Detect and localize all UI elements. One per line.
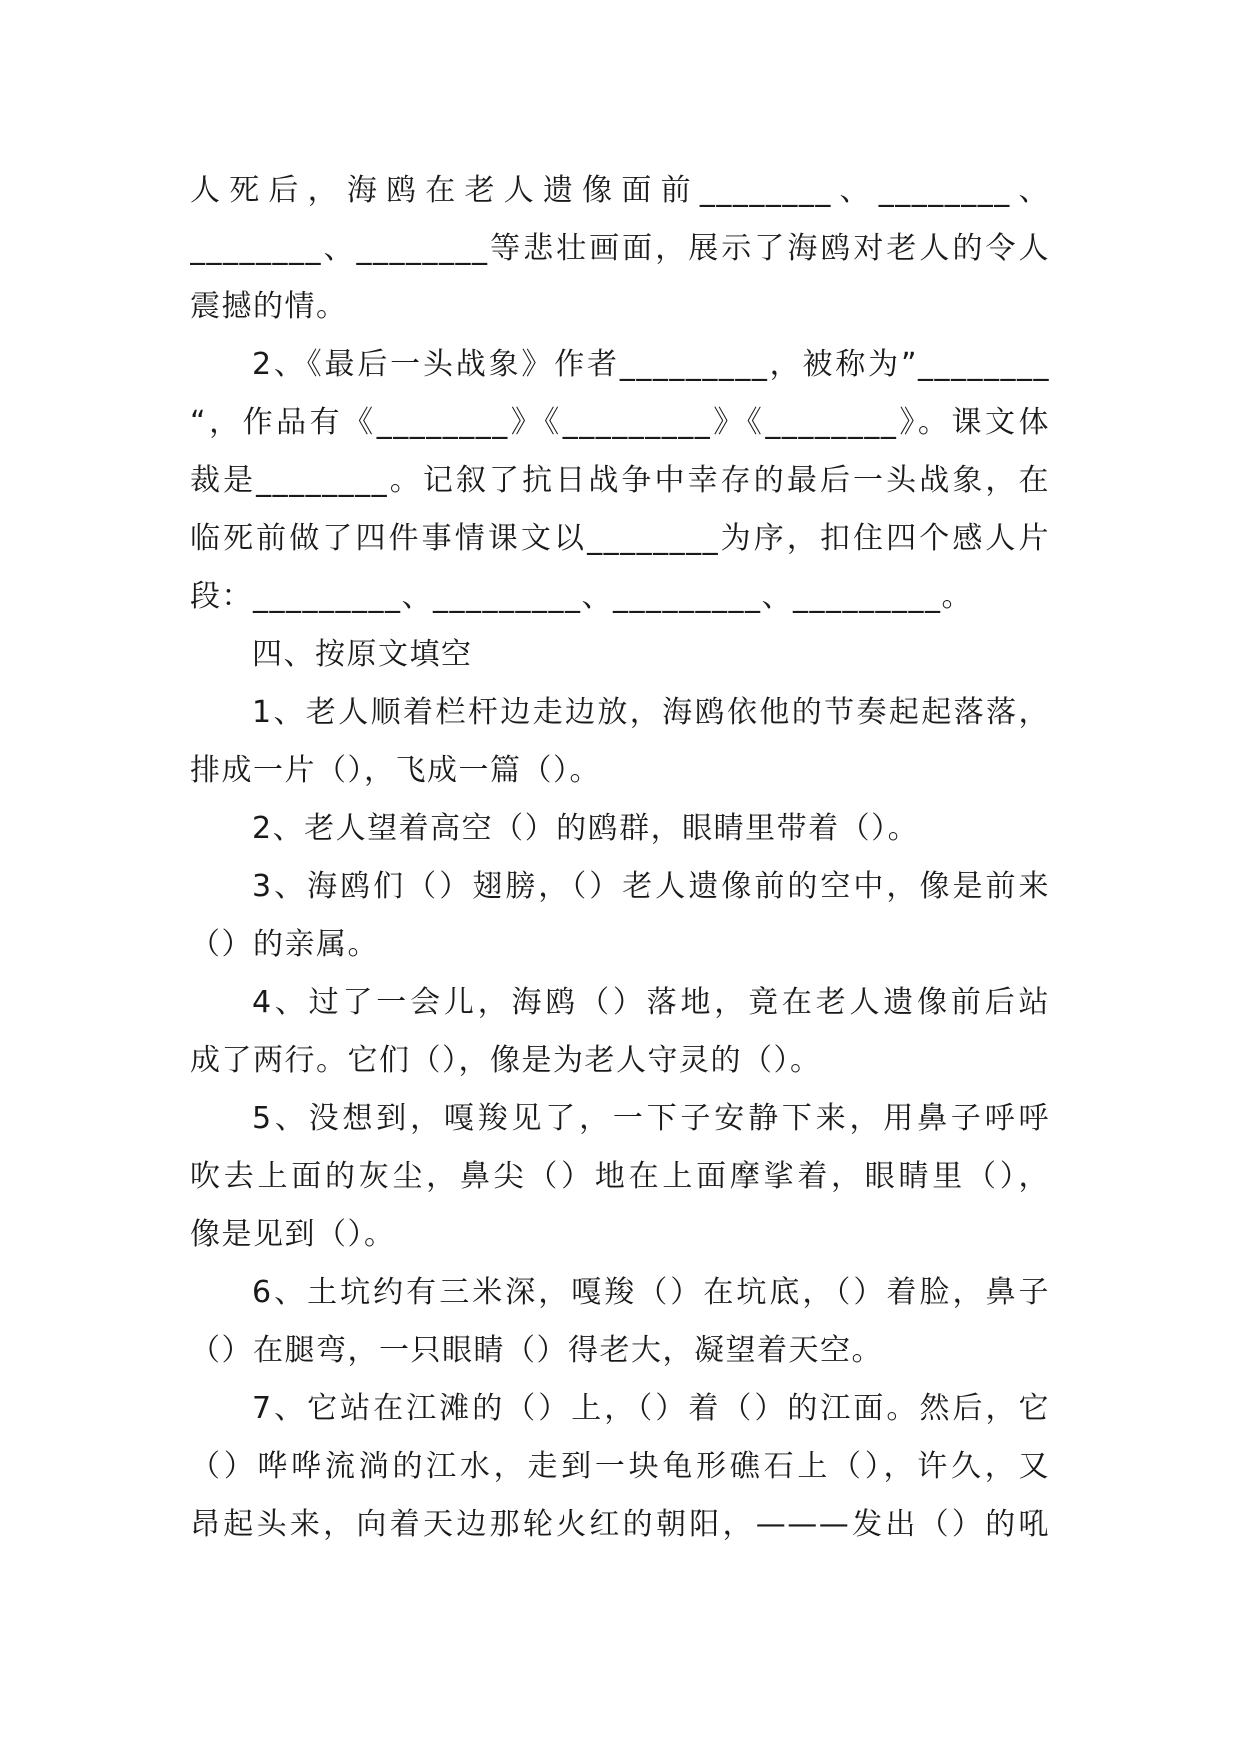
text-line: 临死前做了四件事情课文以________为序，扣住四个感人片 <box>190 521 1050 556</box>
text-line: 排成一片（），飞成一篇（）。 <box>190 753 601 788</box>
text-line: ________、________等悲壮画面，展示了海鸥对老人的令人 <box>190 231 1050 266</box>
text-line: “，作品有《________》《_________》《________》。课文体 <box>190 405 1050 440</box>
fill-item-7: 7、它站在江滩的（）上，（）着（）的江面。然后，它 <box>252 1391 1050 1426</box>
text-line: 成了两行。它们（），像是为老人守灵的（）。 <box>190 1043 822 1078</box>
fill-item-4: 4、过了一会儿，海鸥（）落地，竟在老人遗像前后站 <box>252 985 1050 1020</box>
fill-item-5: 5、没想到，嘎羧见了，一下子安静下来，用鼻子呼呼 <box>252 1101 1050 1136</box>
text-line: 人死后，海鸥在老人遗像面前________、________、 <box>190 173 1050 208</box>
text-line: 吹去上面的灰尘，鼻尖（）地在上面摩挲着，眼睛里（）， <box>190 1159 1050 1194</box>
fill-item-2: 2、老人望着高空（）的鸥群，眼睛里带着（）。 <box>252 811 920 846</box>
text-line: （）在腿弯，一只眼睛（）得老大，凝望着天空。 <box>190 1333 883 1368</box>
text-line: 震撼的情。 <box>190 289 348 324</box>
fill-item-1: 1、老人顺着栏杆边走边放，海鸥依他的节奏起起落落， <box>252 695 1050 730</box>
text-line: （）哗哗流淌的江水，走到一块龟形礁石上（），许久，又 <box>190 1449 1050 1484</box>
section-heading: 四、按原文填空 <box>252 637 473 672</box>
fill-item-3: 3、海鸥们（）翅膀，（）老人遗像前的空中，像是前来 <box>252 869 1050 904</box>
text-line: （）的亲属。 <box>190 927 379 962</box>
fill-item-6: 6、土坑约有三米深，嘎羧（）在坑底，（）着脸，鼻子 <box>252 1275 1050 1310</box>
text-line: 像是见到（）。 <box>190 1217 396 1252</box>
text-line: 裁是________。记叙了抗日战争中幸存的最后一头战象，在 <box>190 463 1050 498</box>
question-2-line: 2、《最后一头战象》作者_________，被称为”________ <box>252 347 1050 382</box>
text-line: 段：_________、_________、_________、_________。 <box>190 579 973 614</box>
text-line: 昂起头来，向着天边那轮火红的朝阳，———发出（）的吼 <box>190 1507 1050 1542</box>
document-body <box>190 162 1050 1554</box>
